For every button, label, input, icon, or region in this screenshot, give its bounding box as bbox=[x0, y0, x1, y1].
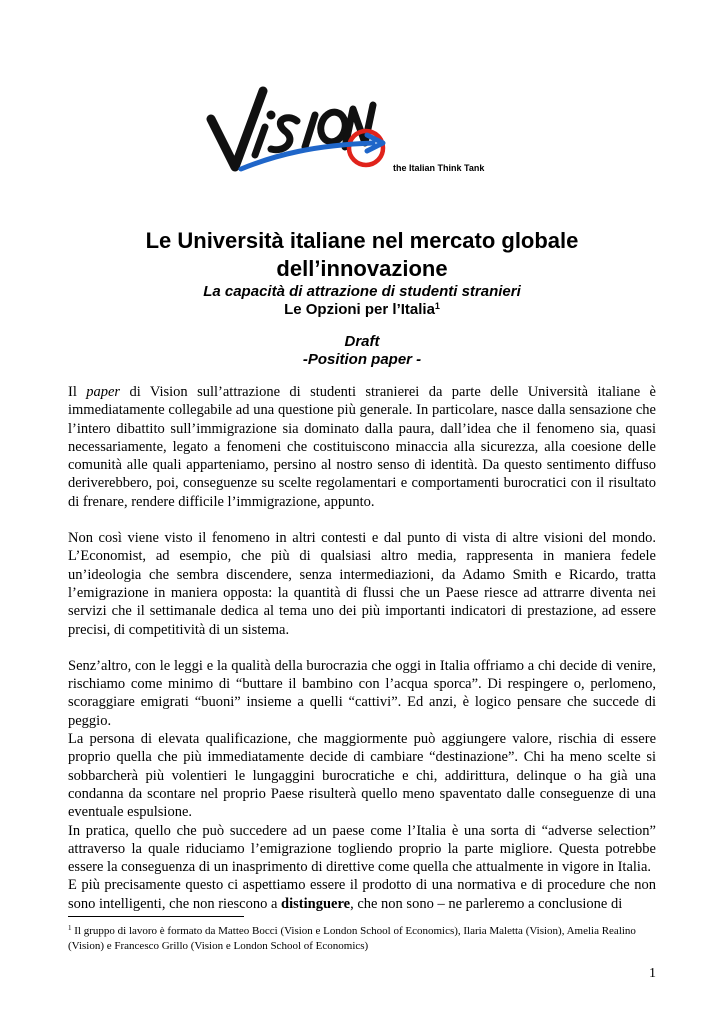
paragraph-6 bbox=[68, 876, 656, 913]
paragraph-1-emphasis: paper bbox=[86, 384, 121, 400]
position-paper-line: -Position paper - bbox=[302, 351, 422, 368]
page-number: 1 bbox=[649, 966, 656, 981]
paragraph-1-start: Il bbox=[68, 384, 87, 400]
document-subtitle: La capacità di attrazione di studenti stranieri bbox=[203, 283, 521, 300]
paragraph-1-rest: di Vision sull’attrazione di studenti stranierei da parte delle Università italiane è immediatamente collegabile ad una questione più generale. In particolare, nasce dalla sensazione che l’intero dibattito sull’immigrazione sia dominato dalla paura, dall’idea che il fenomeno sia, quasi necessariamente, legato a fenomeni che costituiscono minaccia alla sicurezza, alla coesione delle comunità alle quali apparteniamo, persino al nostro senso di identità. Da questo sentimento diffuso deriverebbero, poi, conseguenze su scelte regolamentari e comportamenti burocratici con il risultato di frenare, rendere difficile l’immigrazione, appunto. bbox=[68, 384, 656, 510]
paragraph-6-bold: distinguere bbox=[281, 895, 351, 912]
footnote-reference: 1 bbox=[434, 301, 440, 311]
paragraph-3: Senz’altro, con le leggi e la qualità della burocrazia che oggi in Italia offriamo a chi decide di venire, rischiamo come minimo di “buttare il bambino con l’acqua sporca”. Di respingere o, perlomeno, scoraggiare emigrati “buoni” insieme a quelli “cattivi”. Ed anzi, è logico pensare che succede di peggio. bbox=[68, 657, 656, 729]
paragraph-6-rest: , che non sono – ne parleremo a conclusione di bbox=[350, 895, 623, 912]
footnote-text: Il gruppo di lavoro è formato da Matteo Bocci (Vision e London School of Economics), Ilaria Maletta (Vision), Amelia Realino (Vision) e Francesco Grillo (Vision e London School of Economics) bbox=[68, 925, 636, 952]
paragraph-4: La persona di elevata qualificazione, che maggiormente può aggiungere valore, rischia di essere proprio quella che più immediatamente decide di cambiare “destinazione”. Chi ha meno scelte si sobbarcherà più volentieri le lungaggini burocratiche e chi, addirittura, delinque o ha già una condanna da scontare nel proprio Paese risulterà quello meno spaventato dalle conseguenze di una eventuale espulsione. bbox=[68, 731, 656, 821]
vision-logo-mark-icon bbox=[205, 85, 390, 175]
footnote bbox=[68, 924, 658, 954]
footnote-divider bbox=[68, 916, 244, 917]
footnote-number: 1 bbox=[68, 924, 72, 932]
paragraph-2: Non così viene visto il fenomeno in altri contesti e dal punto di vista di altre visioni del mondo. L’Economist, ad esempio, che più di qualsiasi altro media, rappresenta in maniera fedele un’ideologia che sembra discendere, senza intermediazioni, da Adamo Smith e Ricardo, tratta l’emigrazione in maniera opposta: la quantità di flussi che un Paese riesce ad attrarre diventa nei servizi che il settimanale dedica al tema uno dei più importanti indicatori di prestazione, ad essere precisi, di competitività di un sistema. bbox=[68, 530, 656, 638]
options-heading-text: Le Opzioni per l’Italia bbox=[284, 301, 435, 318]
paragraph-1 bbox=[68, 383, 656, 511]
logo-tagline: the Italian Think Tank bbox=[393, 163, 485, 173]
draft-line: Draft bbox=[344, 333, 380, 350]
options-heading bbox=[62, 301, 662, 318]
vision-logo bbox=[205, 85, 525, 180]
body-text bbox=[68, 383, 656, 913]
paragraph-5: In pratica, quello che può succedere ad un paese come l’Italia è una sorta di “adverse selection” attraverso la quale riduciamo l’emigrazione togliendo proprio la parte migliore. Questa potrebbe essere la conseguenza di un inasprimento di direttive come quella che attualmente in vigore in Italia. bbox=[68, 822, 656, 876]
document-title: Le Università italiane nel mercato globale dell’innovazione bbox=[145, 228, 579, 281]
draft-label bbox=[62, 333, 662, 369]
paragraph-6-start: E più precisamente questo ci aspettiamo essere il prodotto di una normativa e di procedure che non sono intelligenti, che non riescono a bbox=[68, 877, 656, 912]
